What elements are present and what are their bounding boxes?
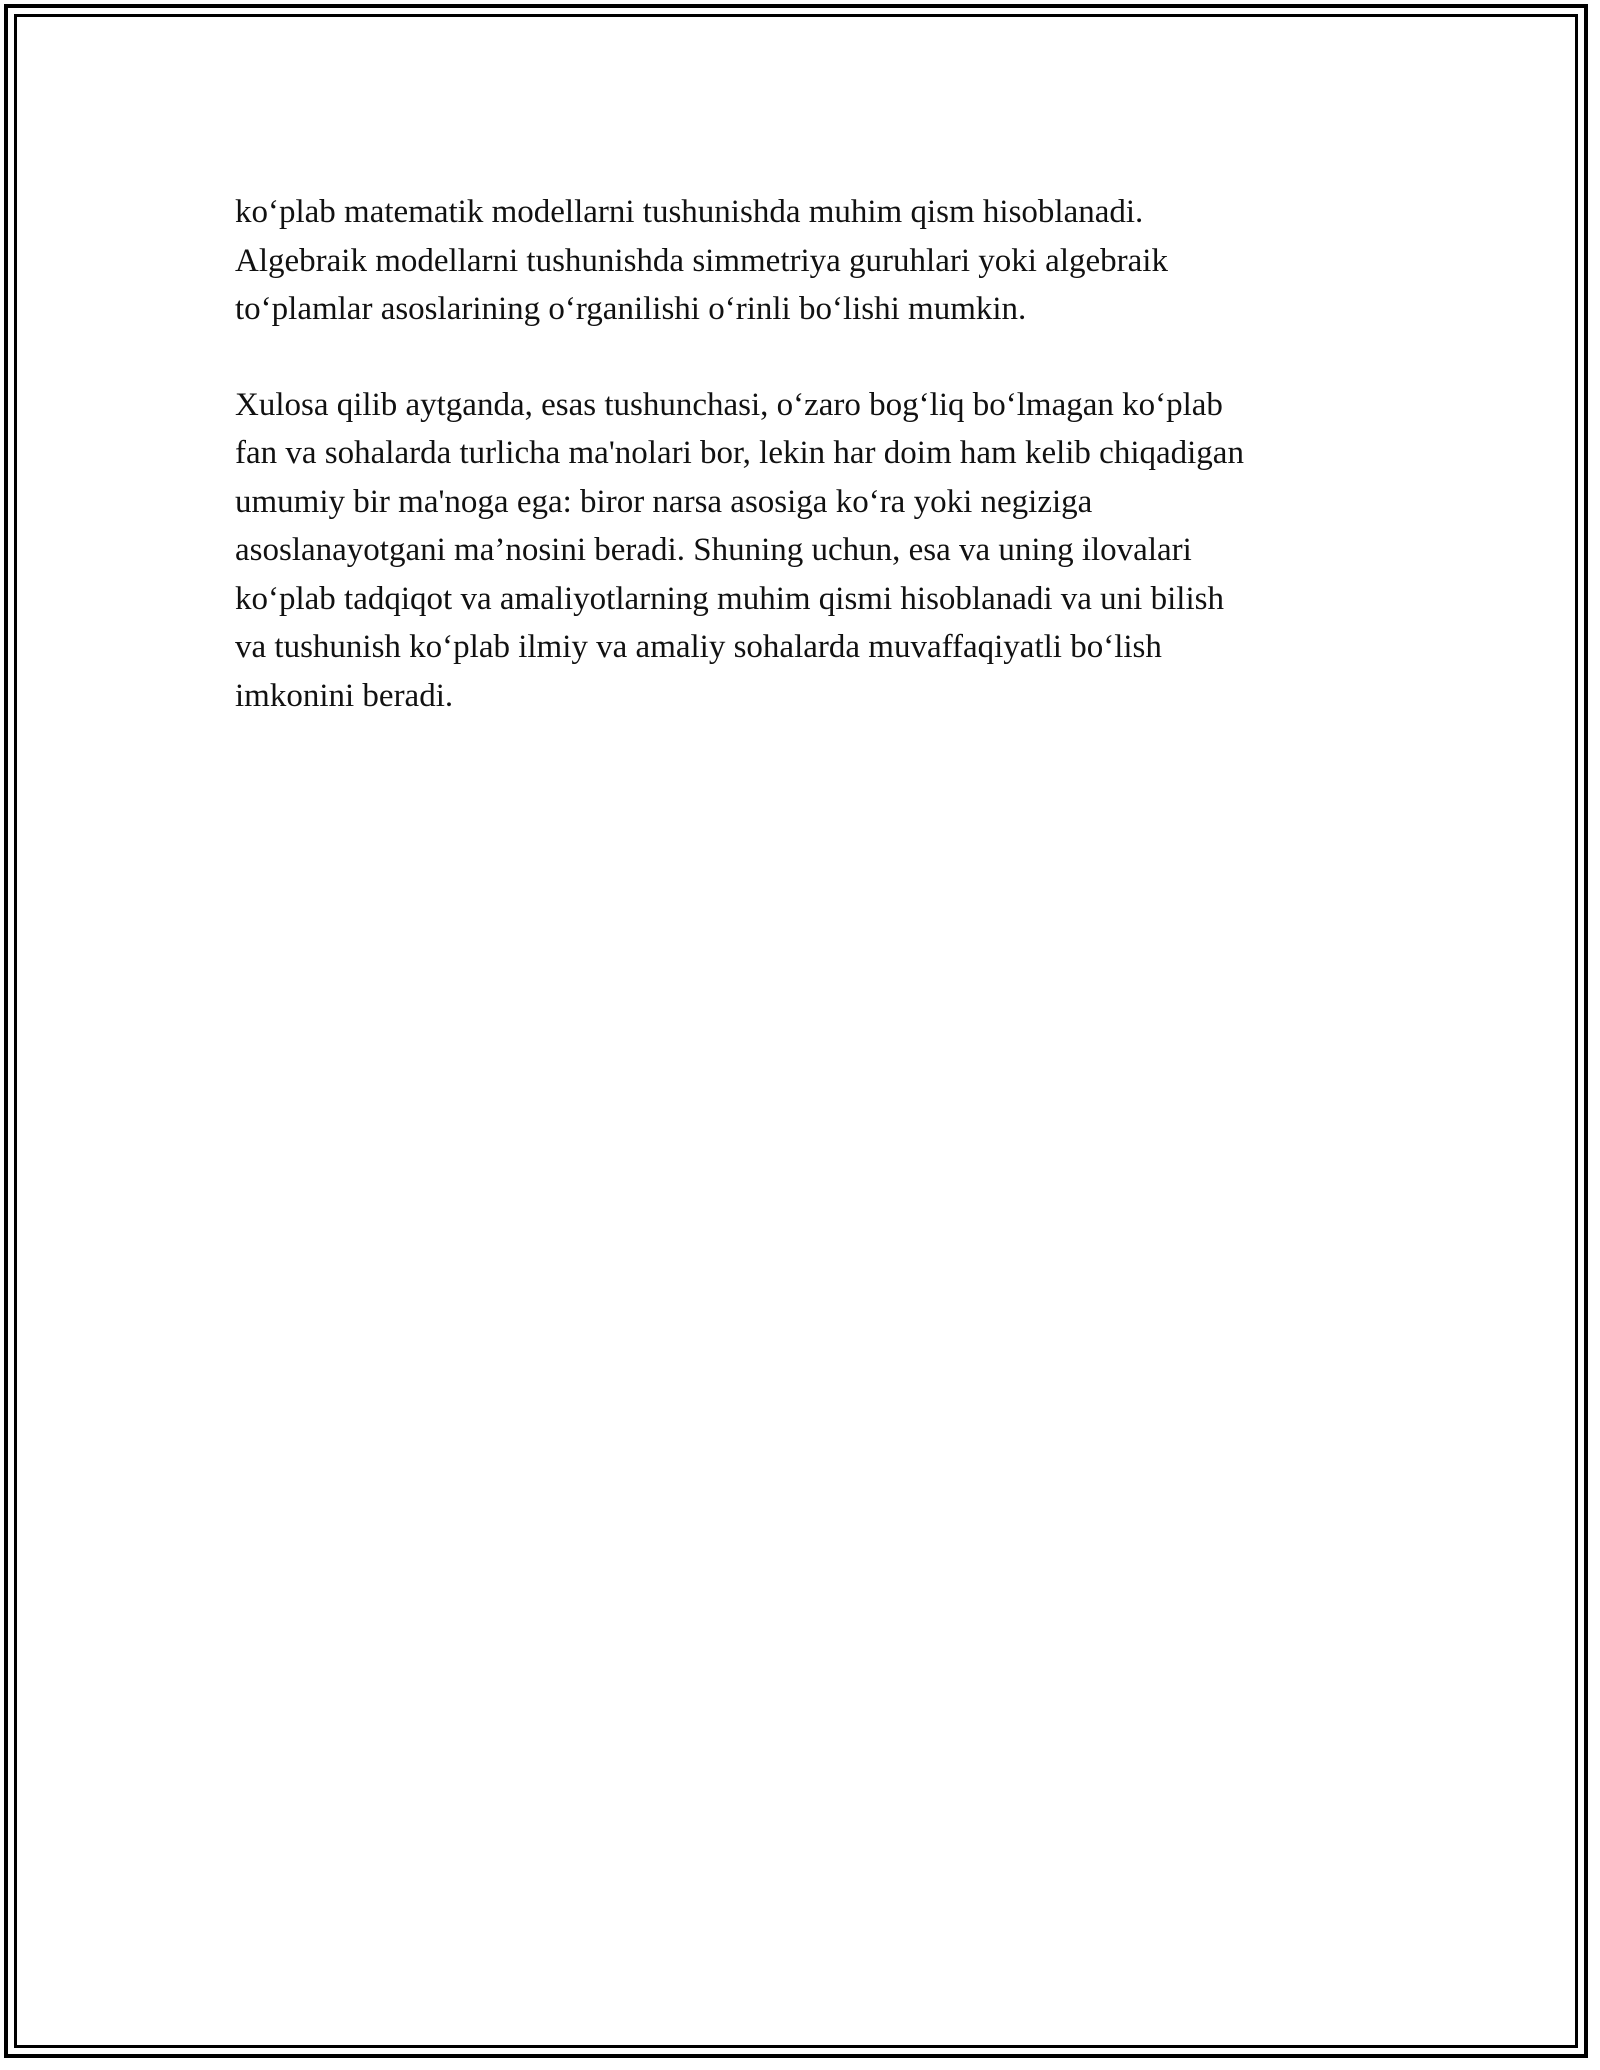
text-line: Algebraik modellarni tushunishda simmetriya guruhlari yoki algebraik: [235, 242, 1168, 279]
text-line: asoslanayotgani ma’nosini beradi. Shuning uchun, esa va uning ilovalari: [235, 532, 1192, 568]
document-body: [235, 188, 1385, 720]
paragraph-1: [235, 188, 1385, 334]
text-line: to‘plamlar asoslarining o‘rganilishi o‘rinli bo‘lishi mumkin.: [235, 291, 1027, 327]
paragraph-2: [235, 381, 1385, 721]
text-line: va tushunish ko‘plab ilmiy va amaliy sohalarda muvaffaqiyatli bo‘lish: [235, 629, 1162, 665]
text-line: umumiy bir ma'noga ega: biror narsa asosiga ko‘ra yoki negiziga: [235, 483, 1093, 520]
text-line: imkonini beradi.: [235, 677, 454, 714]
text-line: ko‘plab tadqiqot va amaliyotlarning muhim qismi hisoblanadi va uni bilish: [235, 580, 1224, 617]
text-line: fan va sohalarda turlicha ma'nolari bor, lekin har doim ham kelib chiqadigan: [235, 435, 1244, 471]
text-line: ko‘plab matematik modellarni tushunishda muhim qism hisoblanadi.: [235, 194, 1144, 230]
text-line: Xulosa qilib aytganda, esas tushunchasi, o‘zaro bog‘liq bo‘lmagan ko‘plab: [235, 386, 1223, 423]
